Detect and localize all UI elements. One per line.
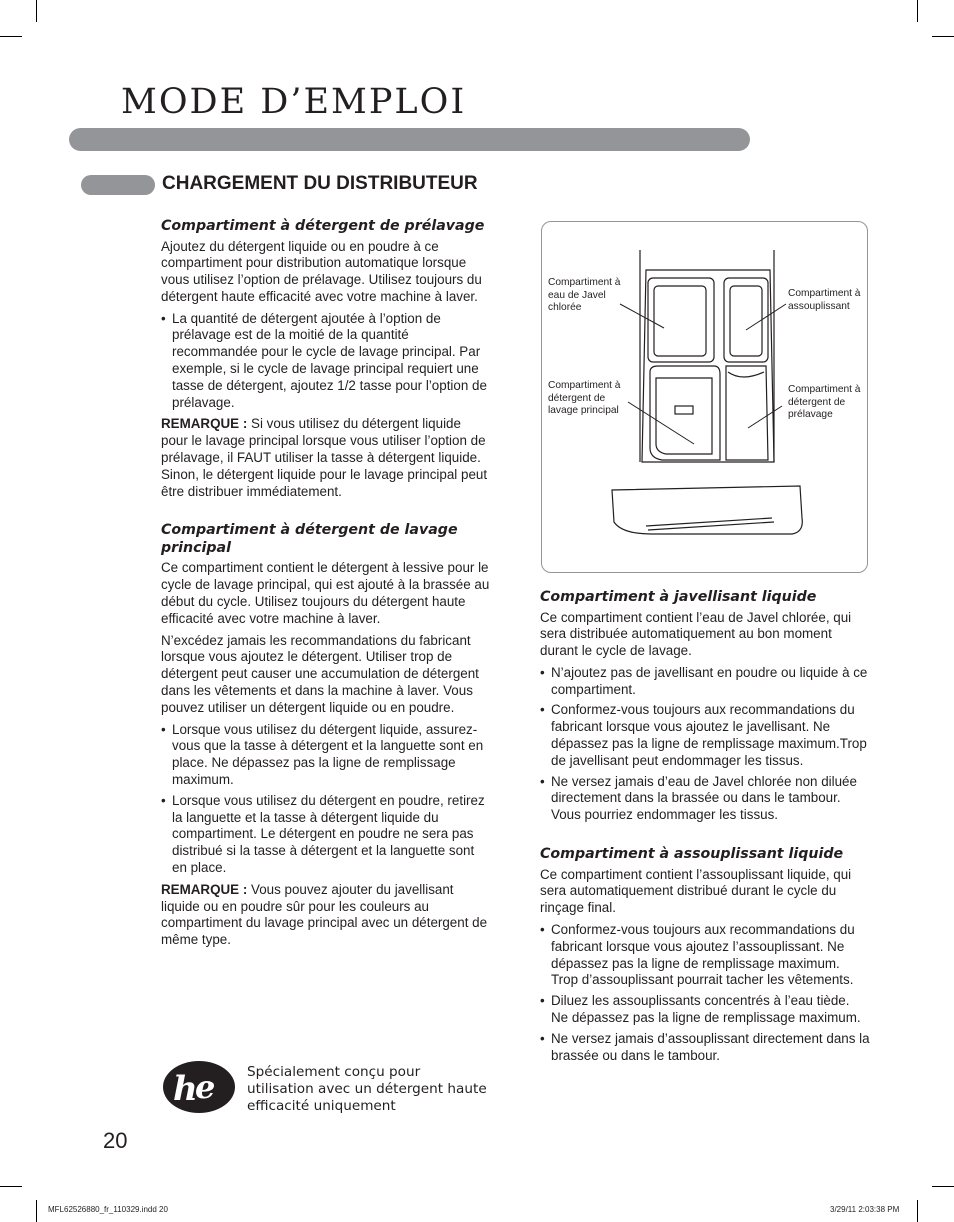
callout-prewash: Compartiment à détergent de prélavage — [788, 384, 861, 421]
crop-mark — [917, 1200, 918, 1222]
main-wash-heading: Compartiment à détergent de lavage principal — [161, 522, 458, 556]
bleach-bullet: • Conformez-vous toujours aux recommandations du fabricant lorsque vous ajoutez le javellisant. Ne dépassez pas la ligne de remplissage maximum.Trop de javellisant peut endommager les tissus. — [540, 702, 870, 769]
crop-mark — [917, 0, 918, 22]
prewash-bullet: • La quantité de détergent ajoutée à l’option de prélavage est de la moitié de la quantité recommandée pour le cycle de lavage principal. Par exemple, si le cycle de lavage principal requiert une tasse de détergent, ajoutez 1/2 tasse pour l’option de prélavage. — [161, 311, 491, 412]
bleach-bullets — [540, 665, 870, 824]
callout-softener: Compartiment à assouplissant — [788, 288, 861, 312]
bleach-bullet: • N’ajoutez pas de javellisant en poudre ou liquide à ce compartiment. — [540, 665, 870, 699]
right-column — [540, 589, 870, 1069]
bleach-bullet: • Ne versez jamais d’eau de Javel chlorée non diluée directement dans la brassée ou dans le tambour. Vous pourriez endommager les tissus. — [540, 774, 870, 824]
note-text: Vous pouvez ajouter du javellisant liquide ou en poudre sûr pour les couleurs au compartiment du lavage principal avec un détergent de même type. — [161, 881, 488, 948]
page-number: 20 — [103, 1128, 128, 1153]
note-label: REMARQUE : — [161, 881, 248, 897]
softener-bullet: • Diluez les assouplissants concentrés à l’eau tiède. Ne dépassez pas la ligne de remplissage maximum. — [540, 993, 870, 1027]
dispenser-figure — [541, 221, 868, 573]
crop-mark — [0, 36, 22, 37]
softener-heading: Compartiment à assouplissant liquide — [540, 846, 844, 863]
section-pill — [81, 175, 155, 195]
callout-main-wash: Compartiment à détergent de lavage principal — [548, 380, 621, 417]
he-caption: Spécialement conçu pour utilisation avec un détergent haute efficacité uniquement — [247, 1064, 487, 1114]
bleach-intro: Ce compartiment contient l’eau de Javel chlorée, qui sera distribuée automatiquement au bon moment durant le cycle de lavage. — [540, 609, 852, 659]
prewash-bullets — [161, 311, 491, 412]
bleach-heading: Compartiment à javellisant liquide — [540, 589, 817, 605]
softener-bullets — [540, 922, 870, 1064]
title-bar — [69, 128, 750, 151]
main-wash-intro: Ce compartiment contient le détergent à lessive pour le cycle de lavage principal, qui est ajouté à la brassée au début du cycle. Utilisez toujours du détergent haute efficacité avec votre machine à laver. — [161, 560, 490, 626]
svg-text:e: e — [195, 1068, 216, 1106]
footer-timestamp: 3/29/11 2:03:38 PM — [830, 1205, 900, 1214]
crop-mark — [36, 0, 37, 22]
main-wash-bullets — [161, 722, 491, 877]
prewash-note — [161, 416, 491, 500]
crop-mark — [0, 1186, 22, 1187]
page-title: MODE D’EMPLOI — [121, 82, 467, 122]
footer-file: MFL62526880_fr_110329.indd 20 — [48, 1205, 168, 1214]
svg-text:h: h — [173, 1069, 198, 1109]
crop-mark — [36, 1200, 37, 1222]
softener-bullet: • Ne versez jamais d’assouplissant directement dans la brassée ou dans le tambour. — [540, 1031, 870, 1065]
crop-mark — [932, 1186, 954, 1187]
he-logo-icon — [162, 1060, 236, 1114]
prewash-heading: Compartiment à détergent de prélavage — [161, 218, 485, 234]
softener-intro: Ce compartiment contient l’assouplissant liquide, qui sera automatiquement distribué durant le cycle du rinçage final. — [540, 866, 852, 916]
main-wash-note — [161, 882, 491, 949]
note-text: Si vous utilisez du détergent liquide pour le lavage principal lorsque vous utiliser l’option de prélavage, il FAUT utiliser la tasse à détergent liquide. Sinon, le détergent liquide pour le lavage principal peut être distribuer immédiatement. — [161, 416, 488, 499]
prewash-intro: Ajoutez du détergent liquide ou en poudre à ce compartiment pour distribution automatique lorsque vous utilisez l’option de prélavage. Utilisez toujours du détergent haute efficacité avec votre machine à laver. — [161, 238, 482, 304]
left-column — [161, 218, 491, 954]
softener-bullet: • Conformez-vous toujours aux recommandations du fabricant lorsque vous ajoutez l’assouplissant. Ne dépassez pas la ligne de remplissage maximum. Trop d’assouplissant pourrait tacher les vêtements. — [540, 922, 870, 989]
main-wash-warning: N’excédez jamais les recommandations du fabricant lorsque vous ajoutez le détergent. Utiliser trop de détergent peut causer une accumulation de détergent dans les vêtements et dans la machine à laver. Vous pouvez utiliser un détergent liquide ou en poudre. — [161, 632, 479, 715]
main-wash-bullet-liquid: • Lorsque vous utilisez du détergent liquide, assurez-vous que la tasse à détergent et la languette sont en place. Ne dépassez pas la ligne de remplissage maximum. — [161, 722, 491, 789]
crop-mark — [932, 36, 954, 37]
section-title: CHARGEMENT DU DISTRIBUTEUR — [162, 173, 478, 194]
callout-bleach: Compartiment à eau de Javel chlorée — [548, 277, 621, 314]
note-label: REMARQUE : — [161, 416, 248, 432]
main-wash-bullet-powder: • Lorsque vous utilisez du détergent en poudre, retirez la languette et la tasse à détergent liquide du compartiment. Le détergent en poudre ne sera pas distribué si la tasse à détergent et la languette sont en place. — [161, 793, 491, 877]
